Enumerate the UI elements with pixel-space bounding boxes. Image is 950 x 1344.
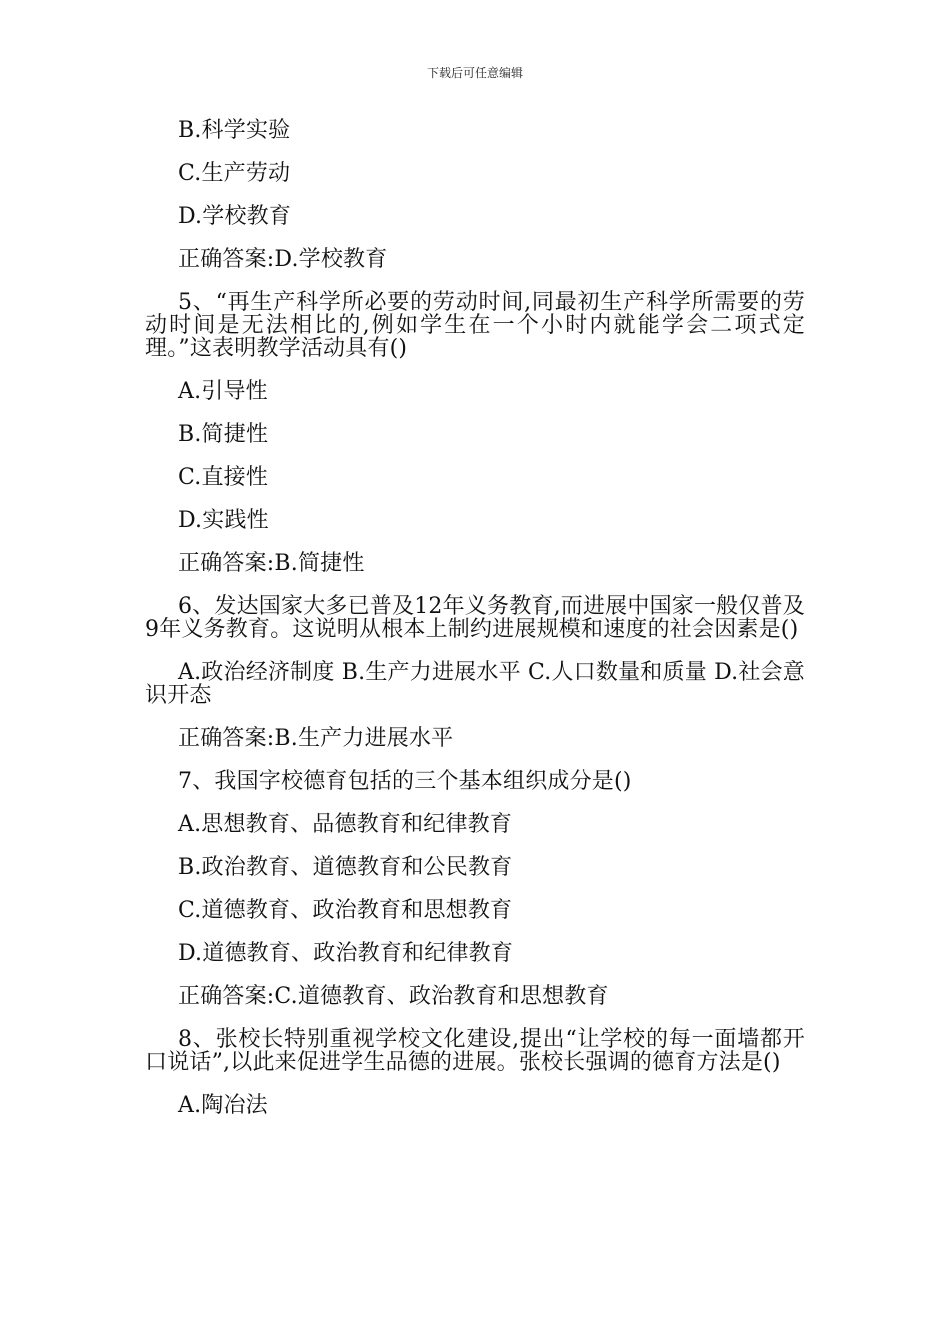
q7-option-b: B.政治教育、道德教育和公民教育 bbox=[178, 855, 513, 880]
answer-q6: 正确答案:B.生产力进展水平 bbox=[178, 726, 454, 751]
question-8: 8、张校长特别重视学校文化建设,提出“让学校的每一面墙都开口说话”,以此来促进学生品德的进展。张校长强调的德育方法是() bbox=[145, 1027, 805, 1075]
q7-option-c: C.道德教育、政治教育和思想教育 bbox=[178, 898, 513, 923]
question-6: 6、发达国家大多已普及12年义务教育,而进展中国家一般仅普及9年义务教育。这说明从根本上制约进展规模和速度的社会因素是() bbox=[145, 594, 805, 642]
q5-option-a: A.引导性 bbox=[178, 379, 268, 404]
document-body bbox=[145, 119, 805, 1137]
q5-option-d: D.实践性 bbox=[178, 508, 269, 533]
answer-q4: 正确答案:D.学校教育 bbox=[178, 247, 388, 272]
q6-options: A.政治经济制度 B.生产力进展水平 C.人口数量和质量 D.社会意识开态 bbox=[145, 660, 805, 708]
q7-option-d: D.道德教育、政治教育和纪律教育 bbox=[178, 941, 514, 966]
option-c-production-labor: C.生产劳动 bbox=[178, 161, 291, 186]
question-7: 7、我国字校德育包括的三个基本组织成分是() bbox=[178, 769, 632, 794]
q7-option-a: A.思想教育、品德教育和纪律教育 bbox=[178, 812, 513, 837]
q5-option-b: B.简捷性 bbox=[178, 422, 269, 447]
question-5: 5、“再生产科学所必要的劳动时间,同最初生产科学所需要的劳动时间是无法相比的,例如学生在一个小时内就能学会二项式定理。”这表明教学活动具有() bbox=[145, 290, 805, 361]
answer-q7: 正确答案:C.道德教育、政治教育和思想教育 bbox=[178, 984, 609, 1009]
option-b-science-experiment: B.科学实验 bbox=[178, 118, 291, 143]
q5-option-c: C.直接性 bbox=[178, 465, 269, 490]
option-d-school-education: D.学校教育 bbox=[178, 204, 292, 229]
answer-q5: 正确答案:B.简捷性 bbox=[178, 551, 365, 576]
q8-option-a: A.陶冶法 bbox=[178, 1093, 268, 1118]
page-header: 下载后可任意编辑 bbox=[426, 66, 523, 80]
